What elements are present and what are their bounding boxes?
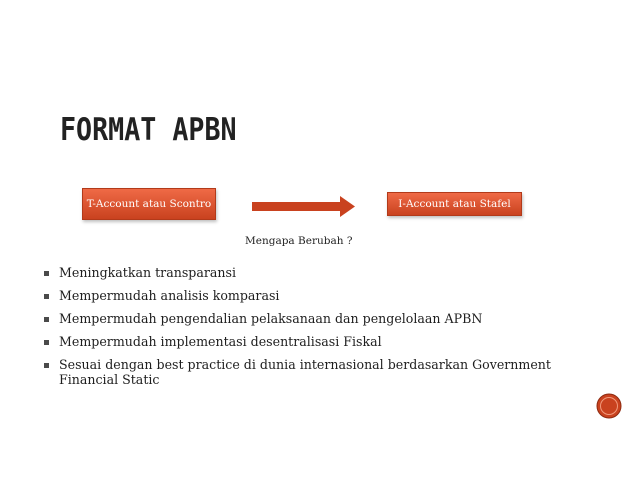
bullet-text: Mempermudah pengendalian pelaksanaan dan pengelolaan APBN	[59, 311, 483, 326]
t-account-box	[82, 188, 216, 220]
bullet-item	[43, 266, 608, 281]
bullet-item	[43, 358, 608, 387]
bullet-square-icon	[44, 271, 49, 276]
slide-title: FORMAT APBN	[60, 112, 237, 148]
t-account-label: T-Account atau Scontro	[86, 198, 212, 210]
bullet-list	[43, 266, 608, 396]
right-arrow-icon	[252, 196, 356, 218]
bullet-text: Meningkatkan transparansi	[59, 265, 236, 280]
bullet-square-icon	[44, 363, 49, 368]
question-text: Mengapa Berubah ?	[245, 235, 353, 247]
bullet-item	[43, 312, 608, 327]
i-account-label: I-Account atau Stafel	[398, 198, 511, 210]
bullet-square-icon	[44, 294, 49, 299]
bullet-text: Mempermudah analisis komparasi	[59, 288, 280, 303]
slide-number-badge-icon	[596, 393, 622, 419]
bullet-text: Mempermudah implementasi desentralisasi Fiskal	[59, 334, 382, 349]
bullet-item	[43, 335, 608, 350]
bullet-text: Sesuai dengan best practice di dunia internasional berdasarkan Government Financial Static	[59, 357, 551, 387]
bullet-square-icon	[44, 317, 49, 322]
i-account-box	[387, 192, 522, 216]
bullet-item	[43, 289, 608, 304]
bullet-square-icon	[44, 340, 49, 345]
